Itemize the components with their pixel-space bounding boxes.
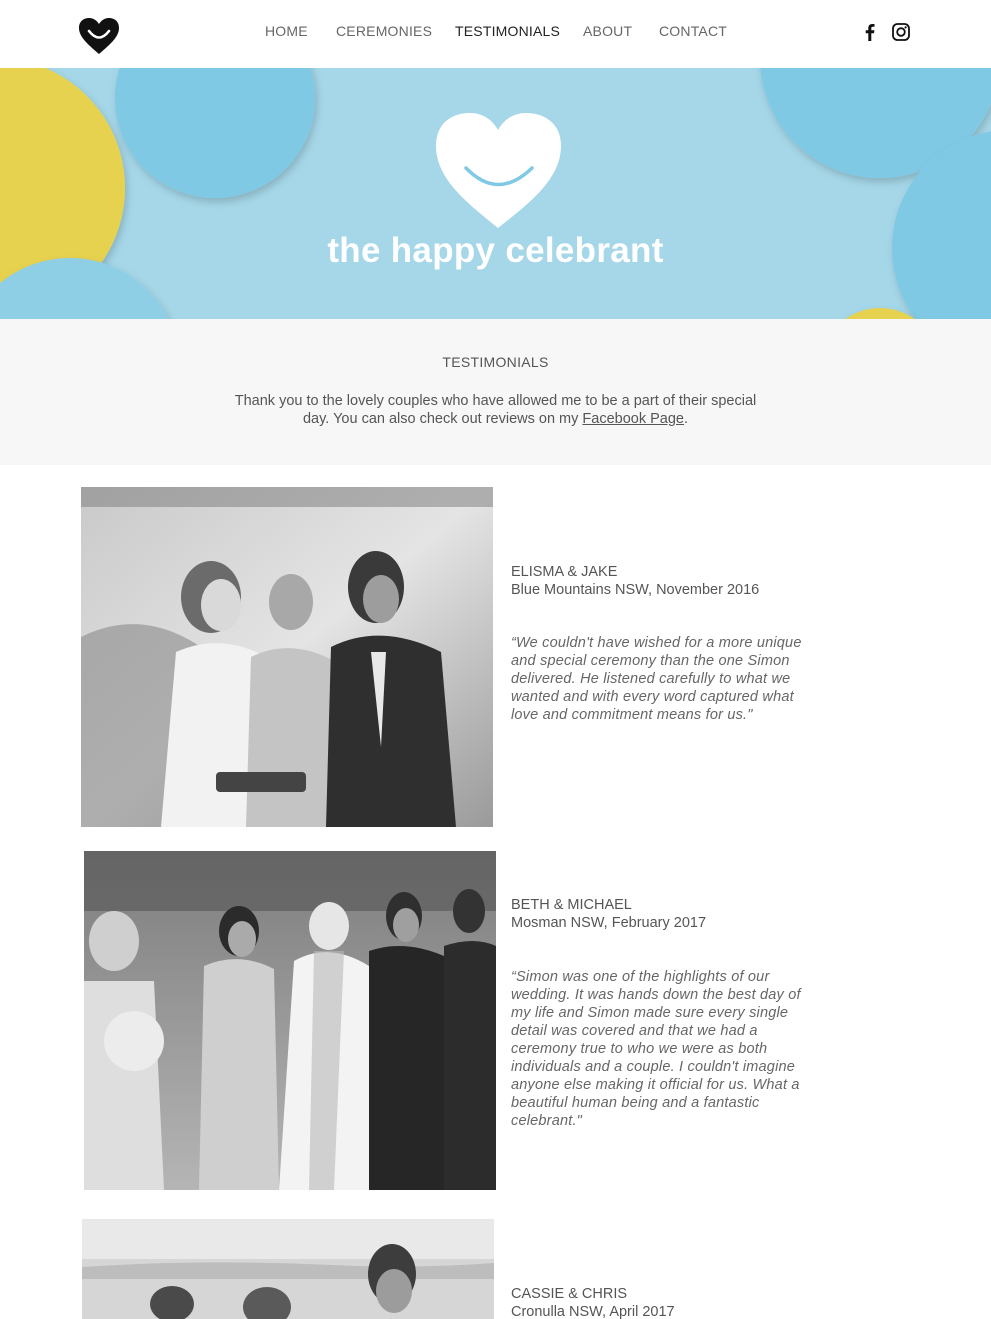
testimonial-place: Mosman NSW, February 2017 [511,915,707,931]
brand-name: the happy celebrant [327,231,664,270]
testimonial-place: Blue Mountains NSW, November 2016 [511,582,760,598]
testimonial-quote: “Simon was one of the highlights of our wedding. It was hands down the best day of my life and Simon made sure every single detail was covered and that we had a ceremony true to who we were as both individuals and a couple. I couldn't imagine anyone else making it official for us. What a beautiful human being and a fantastic celebrant." [511,969,801,1129]
intro-text [228,392,763,428]
nav-testimonials[interactable]: TESTIMONIALS [455,23,561,39]
confetti-background [0,68,991,319]
testimonial-photo-cassie-chris [82,1219,494,1319]
testimonial-place: Cronulla NSW, April 2017 [511,1304,675,1319]
nav-home[interactable]: HOME [265,23,308,39]
nav-ceremonies[interactable]: CEREMONIES [336,23,433,39]
instagram-icon[interactable] [890,21,912,43]
facebook-page-link[interactable]: Facebook Page [582,411,684,427]
facebook-icon[interactable] [859,21,881,43]
intro-section [0,319,991,465]
testimonial-names: BETH & MICHAEL [511,897,632,913]
nav-contact[interactable]: CONTACT [659,23,728,39]
nav-about[interactable]: ABOUT [583,23,633,39]
intro-text-end: . [683,411,689,427]
testimonial-names: CASSIE & CHRIS [511,1286,628,1302]
intro-text-body: Thank you to the lovely couples who have allowed me to be a part of their special day. You can also check out reviews on my [234,393,757,427]
testimonial-quote: “We couldn't have wished for a more unique and special ceremony than the one Simon delivered. He listened carefully to what we wanted and with every word captured what love and commitment means for us." [511,635,802,723]
testimonial-photo-beth-michael [84,851,496,1190]
main-nav [0,0,991,68]
site-header [0,0,991,68]
hero-banner [0,68,991,319]
testimonial-photo-elisma-jake [81,487,493,827]
testimonial-names: ELISMA & JAKE [511,564,618,580]
page-title: TESTIMONIALS [442,354,549,370]
